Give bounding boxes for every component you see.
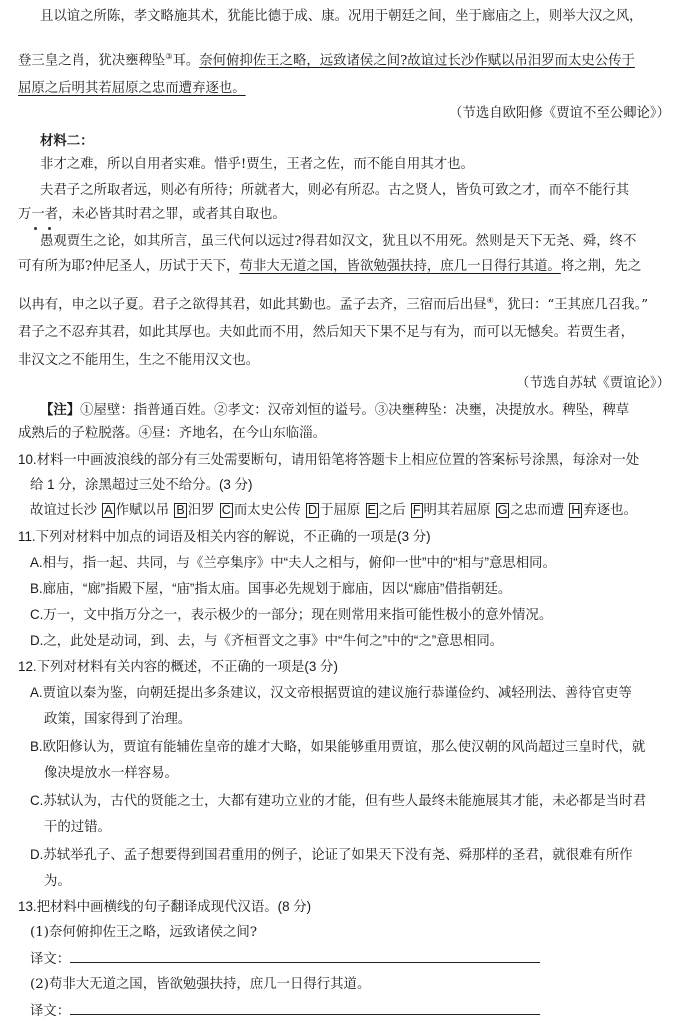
break-option-e[interactable]: E: [367, 503, 376, 517]
q12-option-d-line2: 为。: [44, 873, 71, 888]
material2-p3d: 君子之不忍弃其君，如此其厚也。夫如此而不用，然后知天下果不足与有为，而可以无憾矣。若贾生者，: [18, 325, 634, 340]
emphasis-dot: [34, 227, 37, 230]
answer-label-1: 译文：: [30, 951, 71, 966]
break-option-c[interactable]: C: [221, 503, 231, 517]
q12-option-c-line2: 干的过错。: [44, 819, 111, 834]
q11-option-b[interactable]: B.廊庙，“廊”指殿下屋，“庙”指太庙。国事必先规划于廊庙，因以“廊庙”借指朝廷。: [30, 581, 512, 596]
answer-blank-1[interactable]: [70, 950, 540, 963]
material1-line3: [18, 80, 674, 98]
break-option-b[interactable]: B: [176, 503, 185, 517]
material2-source: （节选自苏轼《贾谊论》）: [516, 376, 670, 391]
material2-p2a: 夫君子之所取者远，则必有所待；所就者大，则必有所忍。古之贤人，皆负可致之才，而卒不能行其: [40, 183, 630, 198]
q13-answer-2: [30, 1002, 674, 1020]
break-option-h[interactable]: H: [571, 503, 581, 517]
break-option-d[interactable]: D: [308, 503, 318, 517]
note-ref-4: ④: [486, 296, 494, 305]
material2-p2b: 万一者，未必皆其时君之罪，或者其自取也。: [18, 207, 286, 222]
q13-stem: 13.把材料中画横线的句子翻译成现代汉语。(8 分): [18, 899, 312, 914]
underlined-sentence-1-end: 屈原之后明其若屈原之忠而遭弃逐也。: [18, 81, 246, 96]
material1-source: （节选自欧阳修《贾谊不至公卿论》）: [449, 106, 670, 121]
q12-option-b-line1[interactable]: B.欧阳修认为，贾谊有能辅佐皇帝的雄才大略，如果能够重用贾谊，那么使汉朝的风尚超过三皇时代，就: [30, 739, 646, 754]
q13-answer-1: [30, 950, 674, 968]
q12-option-a-line1[interactable]: A.贾谊以秦为鉴，向朝廷提出多条建议，汉文帝根据贾谊的建议施行恭谨俭约、减轻刑法、善待官吏等: [30, 685, 632, 700]
break-option-a[interactable]: A: [104, 503, 113, 517]
q11-stem: 11.下列对材料中加点的词语及相关内容的解说，不正确的一项是(3 分): [18, 529, 431, 544]
notes-line1: 【注】①屋壁：指普通百姓。②孝文：汉帝刘恒的谥号。③决壅稗坠：决壅，决提放水。稗坠，稗草: [40, 402, 630, 418]
emphasis-dot: [48, 227, 51, 230]
material2-p3c: 以冉有，申之以子夏。君子之欲得其君，如此其勤也。孟子去齐，三宿而后出昼④，犹曰：“王其庶几召我。”: [18, 296, 649, 313]
q13-sentence-1: (1)奈何俯抑佐王之略，远致诸侯之间?: [30, 925, 258, 940]
q13-sentence-2: (2)苟非大无道之国，皆欲勉强扶持，庶几一日得行其道。: [30, 977, 371, 992]
q12-option-c-line1[interactable]: C.苏轼认为，古代的贤能之士，大都有建功立业的才能，但有些人最终未能施展其才能，未必都是当时君: [30, 793, 646, 808]
notes-line2: 成熟后的子粒脱落。④昼：齐地名，在今山东临淄。: [18, 426, 326, 441]
underlined-sentence-2: 苟非大无道之国，皆欲勉强扶持，庶几一日得行其道。: [239, 259, 561, 274]
q12-option-d-line1[interactable]: D.苏轼举孔子、孟子想要得到国君重用的例子，论证了如果天下没有尧、舜那样的圣君，就很难有所作: [30, 847, 633, 862]
q10-stem-line2: 给 1 分，涂黑超过三处不给分。(3 分): [30, 477, 253, 492]
q10-stem-line1: 10.材料一中画波浪线的部分有三处需要断句，请用铅笔将答题卡上相应位置的答案标号涂黑，每涂对一处: [18, 452, 640, 467]
material2-heading: 材料二：: [40, 133, 94, 149]
material2-p3a: 愚观贾生之论，如其所言，虽三代何以远过?得君如汉文，犹且以不用死。然则是天下无尧、舜，终不: [40, 234, 637, 249]
q12-stem: 12.下列对材料有关内容的概述，不正确的一项是(3 分): [18, 659, 338, 674]
q11-option-c[interactable]: C.万一，文中指万分之一，表示极少的一部分；现在则常用来指可能性极小的意外情况。: [30, 607, 553, 622]
material2-p3b: 可有所为耶?仲尼圣人，历试于天下，苟非大无道之国，皆欲勉强扶持，庶几一日得行其道。将之荆，先之: [18, 259, 642, 274]
q10-sentence: 故谊过长沙 A 作赋以吊 B 汨罗 C 而太史公传 D 于屈原 E 之后 F 明其若屈原 G 之忠而遭 H 弃逐也。: [30, 503, 637, 518]
q12-option-a-line2: 政策，国家得到了治理。: [44, 711, 192, 726]
q12-option-b-line2: 像决堤放水一样容易。: [44, 765, 178, 780]
answer-label-2: 译文：: [30, 1003, 71, 1018]
q11-option-a[interactable]: A.相与，指一起、共同，与《兰亭集序》中“夫人之相与，俯仰一世”中的“相与”意思相同。: [30, 555, 556, 570]
notes-label: 【注】: [40, 402, 81, 418]
material1-line2: 登三皇之肖，犹决壅稗坠③耳。奈何俯抑佐王之略，远致诸侯之间?故谊过长沙作赋以吊汨罗而太史公传于: [18, 52, 635, 69]
material2-p3e: 非汉文之不能用生，生之不能用汉文也。: [18, 353, 260, 368]
break-option-g[interactable]: G: [497, 503, 508, 517]
answer-blank-2[interactable]: [70, 1002, 540, 1015]
material2-p1: 非才之难，所以自用者实难。惜乎!贾生，王者之佐，而不能自用其才也。: [40, 157, 474, 172]
break-option-f[interactable]: F: [412, 503, 421, 517]
note-ref-3: ③: [165, 52, 173, 61]
underlined-sentence-1: 奈何俯抑佐王之略，远致诸侯之间?故谊过长沙作赋以吊汨罗而太史公传于: [199, 53, 635, 69]
q11-option-d[interactable]: D.之，此处是动词，到、去，与《齐桓晋文之事》中“牛何之”中的“之”意思相同。: [30, 633, 504, 648]
material1-line1: 且以谊之所陈，孝文略施其术，犹能比德于成、康。况用于朝廷之间，坐于廊庙之上，则举大汉之风，: [40, 9, 643, 24]
